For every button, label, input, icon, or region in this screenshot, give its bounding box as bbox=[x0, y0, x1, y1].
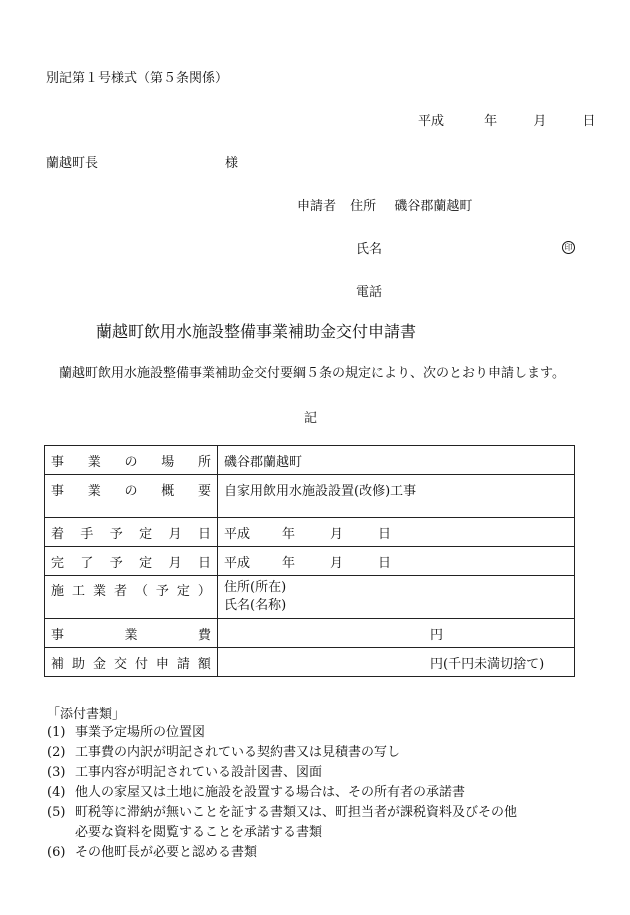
name-label: 氏名 bbox=[356, 242, 383, 257]
date-era: 平成 bbox=[418, 114, 445, 129]
item-number: (5) bbox=[47, 805, 66, 820]
contractor-name: 氏名(名称) bbox=[224, 598, 287, 613]
address-value: 磯谷郡蘭越町 bbox=[394, 199, 473, 214]
label-char: 手 bbox=[80, 526, 94, 542]
label-char: の bbox=[124, 454, 138, 470]
row-value-start-date bbox=[218, 518, 575, 547]
label-char: 完 bbox=[51, 555, 65, 571]
application-table bbox=[44, 445, 575, 677]
date-part: 日 bbox=[378, 555, 392, 571]
label-char: 日 bbox=[197, 526, 211, 542]
list-item bbox=[47, 723, 592, 743]
label-char: の bbox=[124, 484, 138, 499]
label-char: 場 bbox=[161, 454, 175, 470]
label-char: 者 bbox=[113, 584, 127, 599]
table-row bbox=[45, 648, 575, 677]
document-title: 蘭越町飲用水施設整備事業補助金交付申請書 bbox=[96, 322, 417, 341]
label-char: 要 bbox=[197, 484, 211, 499]
row-value-location: 磯谷郡蘭越町 bbox=[218, 446, 575, 475]
label-char: 付 bbox=[134, 656, 148, 672]
row-label-end-date bbox=[45, 547, 218, 576]
label-char: 業 bbox=[124, 627, 138, 643]
date-part: 月 bbox=[330, 526, 344, 542]
row-label-contractor bbox=[45, 576, 218, 619]
date-part: 年 bbox=[282, 526, 296, 542]
label-char: 着 bbox=[51, 526, 65, 542]
label-char: 額 bbox=[197, 656, 211, 672]
applicant-label: 申請者 bbox=[297, 199, 337, 214]
row-label-location bbox=[45, 446, 218, 475]
applicant-address-line bbox=[297, 195, 472, 214]
date-part: 日 bbox=[378, 526, 392, 542]
list-item bbox=[47, 843, 592, 863]
date-line bbox=[418, 110, 595, 129]
label-char: 予 bbox=[155, 584, 169, 599]
item-text: 町税等に滞納が無いことを証する書類又は、町担当者が課税資料及びその他 必要な資料を閲覧することを承諾する書類 bbox=[75, 805, 518, 840]
date-part: 月 bbox=[330, 555, 344, 571]
item-number: (6) bbox=[47, 845, 66, 860]
label-char: 定 bbox=[139, 555, 153, 571]
row-value-contractor bbox=[218, 576, 575, 619]
addressee-name: 蘭越町長 bbox=[46, 156, 99, 171]
label-char: 費 bbox=[197, 627, 211, 643]
item-text: 事業予定場所の位置図 bbox=[75, 725, 206, 740]
label-char: 助 bbox=[71, 656, 85, 672]
label-char: 事 bbox=[51, 627, 65, 643]
table-row bbox=[45, 547, 575, 576]
table-row bbox=[45, 518, 575, 547]
label-char: 申 bbox=[155, 656, 169, 672]
list-item bbox=[47, 783, 592, 803]
row-value-grant-amount: 円(千円未満切捨て) bbox=[218, 648, 575, 677]
table-row bbox=[45, 619, 575, 648]
item-text: その他町長が必要と認める書類 bbox=[75, 845, 258, 860]
list-item bbox=[47, 763, 592, 783]
label-char: 日 bbox=[197, 555, 211, 571]
addressee-honorific: 様 bbox=[225, 156, 239, 171]
attachments-heading: 「添付書類」 bbox=[47, 707, 126, 722]
label-char: 概 bbox=[161, 484, 175, 499]
table-row bbox=[45, 446, 575, 475]
label-char: 予 bbox=[109, 526, 123, 542]
label-char: 予 bbox=[109, 555, 123, 571]
label-char: 定 bbox=[176, 584, 190, 599]
seal-icon bbox=[562, 239, 575, 254]
row-value-cost: 円 bbox=[218, 619, 575, 648]
date-part: 平成 bbox=[224, 555, 251, 571]
list-item bbox=[47, 743, 592, 763]
address-label: 住所 bbox=[350, 199, 377, 214]
label-char: 施 bbox=[51, 584, 65, 599]
row-label-grant-amount bbox=[45, 648, 218, 677]
date-day: 日 bbox=[582, 114, 596, 129]
date-part: 平成 bbox=[224, 526, 251, 542]
date-month: 月 bbox=[533, 114, 547, 129]
seal-mark: 印 bbox=[562, 241, 575, 254]
item-text: 工事費の内訳が明記されている契約書又は見積書の写し bbox=[75, 745, 401, 760]
label-char: 月 bbox=[168, 526, 182, 542]
row-label-start-date bbox=[45, 518, 218, 547]
attachments-section bbox=[47, 703, 592, 863]
label-char: 工 bbox=[71, 584, 85, 599]
label-char: 月 bbox=[168, 555, 182, 571]
item-number: (1) bbox=[47, 725, 66, 740]
phone-label: 電話 bbox=[356, 285, 383, 300]
label-char: 交 bbox=[113, 656, 127, 672]
label-char: 所 bbox=[197, 454, 211, 470]
item-number: (3) bbox=[47, 765, 66, 780]
label-char: （ bbox=[134, 584, 148, 599]
item-text: 工事内容が明記されている設計図書、図面 bbox=[75, 765, 323, 780]
date-year: 年 bbox=[484, 114, 498, 129]
list-item bbox=[47, 803, 592, 843]
label-char: 了 bbox=[80, 555, 94, 571]
row-label-cost bbox=[45, 619, 218, 648]
label-char: 補 bbox=[51, 656, 65, 672]
row-value-end-date bbox=[218, 547, 575, 576]
date-part: 年 bbox=[282, 555, 296, 571]
contractor-address: 住所(所在) bbox=[224, 580, 287, 595]
label-char: 定 bbox=[139, 526, 153, 542]
label-char: 事 bbox=[51, 484, 65, 499]
row-value-summary: 自家用飲用水施設設置(改修)工事 bbox=[218, 475, 575, 518]
form-id: 別記第１号様式（第５条関係） bbox=[46, 71, 229, 86]
item-number: (2) bbox=[47, 745, 66, 760]
table-row bbox=[45, 475, 575, 518]
label-char: 事 bbox=[51, 454, 65, 470]
intro-text: 蘭越町飲用水施設整備事業補助金交付要綱５条の規定により、次のとおり申請します。 bbox=[59, 366, 565, 381]
row-label-summary bbox=[45, 475, 218, 518]
label-char: 業 bbox=[92, 584, 106, 599]
label-char: ） bbox=[197, 584, 211, 599]
item-number: (4) bbox=[47, 785, 66, 800]
item-text: 他人の家屋又は土地に施設を設置する場合は、その所有者の承諾書 bbox=[75, 785, 466, 800]
ki-label: 記 bbox=[304, 411, 318, 426]
label-char: 業 bbox=[87, 484, 101, 499]
label-char: 請 bbox=[176, 656, 190, 672]
label-char: 業 bbox=[87, 454, 101, 470]
table-row bbox=[45, 576, 575, 619]
label-char: 金 bbox=[92, 656, 106, 672]
